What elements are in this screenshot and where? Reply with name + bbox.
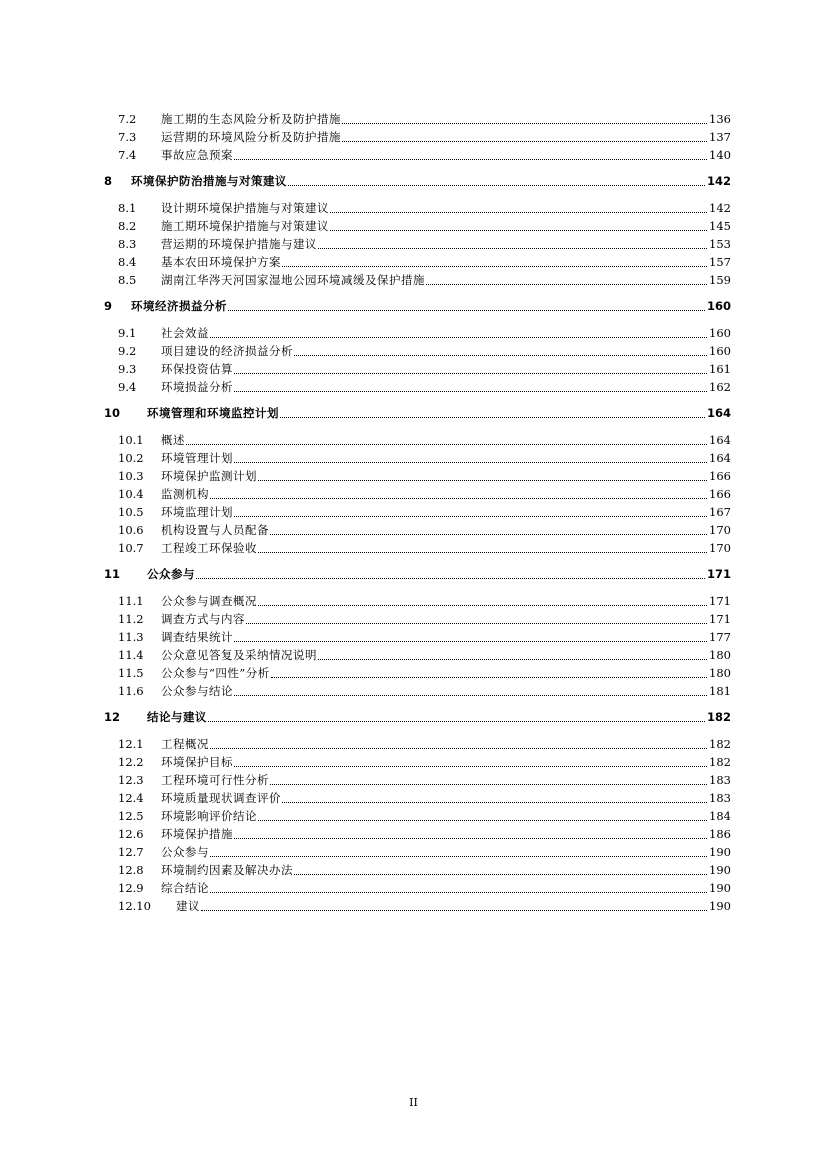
toc-section-entry[interactable] (0, 522, 827, 538)
toc-entry-number: 10.3 (118, 469, 144, 483)
toc-section-entry[interactable] (0, 254, 827, 270)
toc-entry-page: 160 (709, 344, 731, 358)
toc-entry-title: 事故应急预案 (161, 148, 233, 162)
dot-leader (234, 450, 707, 466)
toc-entry-page: 186 (709, 827, 731, 841)
dot-leader (282, 254, 707, 270)
toc-section-entry[interactable] (0, 147, 827, 163)
toc-entry-title-wrap (161, 272, 708, 288)
toc-entry-page: 180 (709, 666, 731, 680)
toc-entry-page: 164 (709, 433, 731, 447)
toc-entry-title-wrap (161, 379, 708, 395)
toc-chapter-entry[interactable] (0, 566, 827, 582)
dot-leader (234, 379, 707, 395)
dot-leader (294, 862, 707, 878)
dot-leader (258, 593, 707, 609)
dot-leader (288, 173, 705, 189)
toc-entry-page: 137 (709, 130, 731, 144)
toc-entry-title: 综合结论 (161, 881, 209, 895)
toc-entry-page: 190 (709, 863, 731, 877)
toc-entry-number: 10.6 (118, 523, 144, 537)
dot-leader (426, 272, 707, 288)
toc-entry-number: 11 (104, 567, 121, 581)
toc-entry-title: 环境保护目标 (161, 755, 233, 769)
toc-entry-title: 公众参与“四性”分析 (161, 666, 270, 680)
toc-entry-number: 12.8 (118, 863, 144, 877)
toc-entry-number: 10.2 (118, 451, 144, 465)
toc-entry-title-wrap (161, 111, 708, 127)
toc-entry-page: 167 (709, 505, 731, 519)
toc-entry-title-wrap (161, 450, 708, 466)
toc-entry-page: 183 (709, 791, 731, 805)
toc-section-entry[interactable] (0, 111, 827, 127)
toc-entry-title-wrap (131, 173, 706, 189)
toc-entry-page: 142 (706, 174, 731, 188)
toc-entry-number: 8.5 (118, 273, 137, 287)
toc-entry-title: 环境制约因素及解决办法 (161, 863, 293, 877)
toc-entry-title-wrap (161, 826, 708, 842)
toc-entry-number: 7.3 (118, 130, 137, 144)
toc-entry-title-wrap (161, 862, 708, 878)
toc-entry-page: 140 (709, 148, 731, 162)
toc-section-entry[interactable] (0, 611, 827, 627)
toc-entry-title: 环境经济损益分析 (131, 299, 227, 313)
toc-entry-title: 环境监理计划 (161, 505, 233, 519)
toc-entry-title: 环境影响评价结论 (161, 809, 257, 823)
toc-entry-number: 11.6 (118, 684, 144, 698)
toc-entry-number: 9.3 (118, 362, 137, 376)
toc-entry-title-wrap (161, 683, 708, 699)
dot-leader (210, 486, 707, 502)
toc-entry-title-wrap (161, 629, 708, 645)
toc-entry-title-wrap (147, 405, 706, 421)
toc-entry-number: 12.10 (118, 899, 151, 913)
toc-entry-title: 机构设置与人员配备 (161, 523, 269, 537)
toc-entry-number: 9.4 (118, 380, 137, 394)
dot-leader (210, 880, 707, 896)
toc-entry-title-wrap (161, 218, 708, 234)
toc-entry-title-wrap (161, 772, 708, 788)
toc-entry-title: 环保投资估算 (161, 362, 233, 376)
toc-entry-title: 公众参与 (147, 567, 195, 581)
toc-entry-title-wrap (131, 298, 706, 314)
toc-section-entry[interactable] (0, 129, 827, 145)
dot-leader (282, 790, 707, 806)
toc-section-entry[interactable] (0, 361, 827, 377)
toc-entry-title: 工程竣工环保验收 (161, 541, 257, 555)
toc-section-entry[interactable] (0, 236, 827, 252)
toc-entry-number: 8.2 (118, 219, 137, 233)
toc-entry-title: 基本农田环境保护方案 (161, 255, 281, 269)
dot-leader (318, 236, 707, 252)
toc-entry-page: 159 (709, 273, 731, 287)
toc-entry-title-wrap (161, 432, 708, 448)
toc-entry-title-wrap (161, 593, 708, 609)
toc-entry-title: 环境质量现状调查评价 (161, 791, 281, 805)
toc-entry-title: 概述 (161, 433, 185, 447)
dot-leader (270, 772, 707, 788)
toc-section-entry[interactable] (0, 218, 827, 234)
dot-leader (258, 468, 707, 484)
dot-leader (210, 325, 707, 341)
toc-entry-number: 10.5 (118, 505, 144, 519)
toc-entry-number: 8.4 (118, 255, 137, 269)
toc-entry-number: 10.4 (118, 487, 144, 501)
toc-entry-title: 湖南江华涔天河国家湿地公园环境减缓及保护措施 (161, 273, 425, 287)
toc-entry-title: 环境管理和环境监控计划 (147, 406, 279, 420)
toc-chapter-entry[interactable] (0, 298, 827, 314)
toc-entry-title-wrap (161, 808, 708, 824)
dot-leader (196, 566, 705, 582)
toc-section-entry[interactable] (0, 540, 827, 556)
toc-entry-page: 162 (709, 380, 731, 394)
toc-entry-title: 设计期环境保护措施与对策建议 (161, 201, 329, 215)
toc-entry-title-wrap (161, 468, 708, 484)
toc-entry-page: 180 (709, 648, 731, 662)
toc-section-entry[interactable] (0, 862, 827, 878)
toc-entry-number: 12.4 (118, 791, 144, 805)
toc-entry-title: 环境损益分析 (161, 380, 233, 394)
toc-entry-page: 153 (709, 237, 731, 251)
toc-section-entry[interactable] (0, 754, 827, 770)
toc-entry-page: 181 (709, 684, 731, 698)
toc-section-entry[interactable] (0, 450, 827, 466)
toc-entry-number: 8.1 (118, 201, 137, 215)
toc-entry-title-wrap (161, 254, 708, 270)
toc-section-entry[interactable] (0, 736, 827, 752)
toc-entry-title-wrap (147, 566, 706, 582)
toc-entry-page: 182 (706, 710, 731, 724)
dot-leader (186, 432, 707, 448)
toc-entry-number: 7.2 (118, 112, 137, 126)
dot-leader (234, 826, 707, 842)
toc-entry-title: 环境保护措施 (161, 827, 233, 841)
toc-entry-page: 161 (709, 362, 731, 376)
toc-entry-title-wrap (161, 540, 708, 556)
dot-leader (330, 200, 707, 216)
toc-entry-title: 施工期的生态风险分析及防护措施 (161, 112, 341, 126)
toc-entry-page: 160 (709, 326, 731, 340)
toc-section-entry[interactable] (0, 844, 827, 860)
toc-section-entry[interactable] (0, 593, 827, 609)
dot-leader (210, 736, 707, 752)
toc-entry-number: 10.1 (118, 433, 144, 447)
dot-leader (342, 129, 707, 145)
dot-leader (318, 647, 707, 663)
toc-entry-page: 171 (709, 612, 731, 626)
toc-section-entry[interactable] (0, 790, 827, 806)
toc-entry-title: 环境管理计划 (161, 451, 233, 465)
toc-entry-title-wrap (176, 898, 708, 914)
toc-entry-title: 工程概况 (161, 737, 209, 751)
toc-entry-page: 136 (709, 112, 731, 126)
toc-chapter-entry[interactable] (0, 173, 827, 189)
toc-entry-title-wrap (161, 522, 708, 538)
toc-entry-title: 营运期的环境保护措施与建议 (161, 237, 317, 251)
dot-leader (234, 629, 707, 645)
toc-entry-page: 157 (709, 255, 731, 269)
toc-entry-title-wrap (161, 844, 708, 860)
toc-entry-number: 10 (104, 406, 121, 420)
toc-entry-title: 环境保护防治措施与对策建议 (131, 174, 287, 188)
toc-entry-title-wrap (161, 343, 708, 359)
toc-entry-page: 182 (709, 737, 731, 751)
toc-entry-title: 环境保护监测计划 (161, 469, 257, 483)
dot-leader (234, 504, 707, 520)
toc-entry-title: 监测机构 (161, 487, 209, 501)
toc-entry-page: 166 (709, 469, 731, 483)
toc-section-entry[interactable] (0, 272, 827, 288)
toc-entry-page: 145 (709, 219, 731, 233)
toc-entry-number: 8 (104, 174, 113, 188)
dot-leader (271, 665, 707, 681)
toc-chapter-entry[interactable] (0, 709, 827, 725)
toc-section-entry[interactable] (0, 432, 827, 448)
toc-entry-title-wrap (161, 665, 708, 681)
toc-section-entry[interactable] (0, 468, 827, 484)
toc-entry-page: 190 (709, 899, 731, 913)
dot-leader (258, 540, 707, 556)
toc-entry-title-wrap (161, 200, 708, 216)
toc-section-entry[interactable] (0, 665, 827, 681)
toc-section-entry[interactable] (0, 629, 827, 645)
toc-entry-title: 运营期的环境风险分析及防护措施 (161, 130, 341, 144)
toc-entry-title-wrap (161, 611, 708, 627)
toc-entry-number: 7.4 (118, 148, 137, 162)
toc-entry-title: 公众意见答复及采纳情况说明 (161, 648, 317, 662)
toc-entry-title: 建议 (176, 899, 200, 913)
toc-section-entry[interactable] (0, 898, 827, 914)
toc-entry-page: 170 (709, 541, 731, 555)
toc-entry-number: 12.2 (118, 755, 144, 769)
dot-leader (234, 361, 707, 377)
toc-section-entry[interactable] (0, 808, 827, 824)
toc-section-entry[interactable] (0, 880, 827, 896)
dot-leader (342, 111, 707, 127)
toc-section-entry[interactable] (0, 826, 827, 842)
toc-entry-title-wrap (161, 147, 708, 163)
toc-entry-title: 社会效益 (161, 326, 209, 340)
toc-entry-title: 结论与建议 (147, 710, 207, 724)
toc-entry-page: 170 (709, 523, 731, 537)
toc-entry-title-wrap (161, 736, 708, 752)
toc-entry-title: 调查方式与内容 (161, 612, 245, 626)
toc-entry-number: 12 (104, 710, 121, 724)
toc-section-entry[interactable] (0, 486, 827, 502)
toc-entry-number: 11.2 (118, 612, 144, 626)
toc-entry-page: 166 (709, 487, 731, 501)
dot-leader (234, 683, 707, 699)
toc-entry-title-wrap (161, 754, 708, 770)
dot-leader (294, 343, 707, 359)
toc-section-entry[interactable] (0, 772, 827, 788)
dot-leader (234, 147, 707, 163)
toc-section-entry[interactable] (0, 343, 827, 359)
dot-leader (210, 844, 707, 860)
toc-section-entry[interactable] (0, 647, 827, 663)
dot-leader (280, 405, 705, 421)
toc-entry-page: 182 (709, 755, 731, 769)
toc-entry-title-wrap (161, 361, 708, 377)
toc-entry-title-wrap (161, 129, 708, 145)
toc-entry-number: 8.3 (118, 237, 137, 251)
dot-leader (228, 298, 705, 314)
toc-entry-title: 施工期环境保护措施与对策建议 (161, 219, 329, 233)
toc-entry-number: 11.4 (118, 648, 144, 662)
page-number: II (409, 1096, 418, 1109)
toc-entry-number: 12.5 (118, 809, 144, 823)
toc-entry-page: 184 (709, 809, 731, 823)
toc-entry-page: 190 (709, 881, 731, 895)
toc-entry-title-wrap (147, 709, 706, 725)
toc-entry-number: 9.2 (118, 344, 137, 358)
toc-entry-number: 10.7 (118, 541, 144, 555)
toc-section-entry[interactable] (0, 504, 827, 520)
toc-chapter-entry[interactable] (0, 405, 827, 421)
toc-entry-number: 9.1 (118, 326, 137, 340)
toc-entry-title: 工程环境可行性分析 (161, 773, 269, 787)
toc-entry-number: 12.7 (118, 845, 144, 859)
toc-section-entry[interactable] (0, 379, 827, 395)
toc-entry-page: 164 (706, 406, 731, 420)
toc-entry-page: 171 (709, 594, 731, 608)
toc-entry-page: 183 (709, 773, 731, 787)
toc-entry-title-wrap (161, 236, 708, 252)
toc-entry-title-wrap (161, 647, 708, 663)
dot-leader (330, 218, 707, 234)
toc-entry-page: 164 (709, 451, 731, 465)
toc-section-entry[interactable] (0, 200, 827, 216)
toc-entry-number: 12.6 (118, 827, 144, 841)
toc-entry-title: 调查结果统计 (161, 630, 233, 644)
toc-entry-title: 公众参与结论 (161, 684, 233, 698)
toc-entry-number: 12.9 (118, 881, 144, 895)
toc-entry-number: 11.3 (118, 630, 144, 644)
toc-entry-title: 公众参与 (161, 845, 209, 859)
toc-entry-number: 12.1 (118, 737, 144, 751)
toc-entry-title-wrap (161, 790, 708, 806)
toc-entry-page: 160 (706, 299, 731, 313)
dot-leader (246, 611, 707, 627)
toc-entry-title-wrap (161, 486, 708, 502)
toc-entry-title: 项目建设的经济损益分析 (161, 344, 293, 358)
toc-entry-page: 190 (709, 845, 731, 859)
toc-entry-title-wrap (161, 880, 708, 896)
toc-entry-number: 9 (104, 299, 113, 313)
toc-entry-number: 11.5 (118, 666, 144, 680)
dot-leader (201, 898, 707, 914)
toc-section-entry[interactable] (0, 325, 827, 341)
toc-entry-title: 公众参与调查概况 (161, 594, 257, 608)
dot-leader (258, 808, 707, 824)
dot-leader (234, 754, 707, 770)
toc-section-entry[interactable] (0, 683, 827, 699)
toc-entry-number: 11.1 (118, 594, 144, 608)
dot-leader (270, 522, 707, 538)
toc-entry-number: 12.3 (118, 773, 144, 787)
dot-leader (208, 709, 705, 725)
toc-entry-page: 142 (709, 201, 731, 215)
toc-entry-page: 177 (709, 630, 731, 644)
toc-entry-title-wrap (161, 504, 708, 520)
toc-entry-title-wrap (161, 325, 708, 341)
toc-entry-page: 171 (706, 567, 731, 581)
